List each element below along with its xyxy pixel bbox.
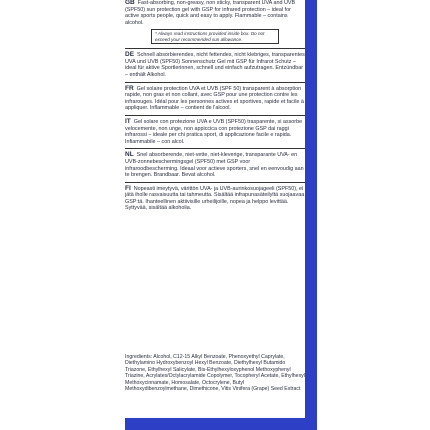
lang-code-gb: GB [125,0,135,6]
text-it: Gel solare con protezione UVA e UVB (SPF50) trasparente, si assorbe velocemente, non unge, non appiccica con protezione GSP dai raggi infrarossi – ideale per chi pratica sport, di applicazione facile e rapida. Infiammabile – con alcol. [125,118,303,145]
blue-band-bottom [125,418,305,430]
text-gb: Fast-absorbing, non-greasy, non sticky, transparent UVA and UVB (SPF50) sun protection gel with GSP for infrared protection – ideal for active sports people, quick and easy to apply. Flammable – contains alcohol. [125,0,296,26]
lang-code-de: DE [125,51,135,59]
warning-box: * Always read instructions provided inside box. Do not exceed your recommended sun allowance. [151,29,279,44]
text-block-fi [125,186,305,212]
text-nl: Snel absorberende, niet-vette, niet-kleverige, transparante UVA- en UVB-zonnebeschermingsgel (SPF50) met GSP voor infraroodbescherming. Ideaal voor actieve sporters, snel en eenvoudig aan te brengen. Brandbaar. Bevat alcohol. [125,152,304,179]
text-fr: Gel solaire protection UVA et UVB (SPF 50) transparent à absorption rapide, non gras et non collant, avec GSP pour une protection contre les infrarouges. Idéal pour les personnes actives et sportives, rapide et facile à appliquer. Inflammable – contient de l'alcool. [125,85,304,112]
sunscreen-label-panel [125,0,305,430]
lang-code-nl: NL [125,151,134,159]
divider [125,48,305,49]
lang-code-fr: FR [125,84,134,92]
divider [125,115,305,116]
divider [125,182,305,183]
divider [125,82,305,83]
lang-code-it: IT [125,117,131,125]
divider [125,148,305,149]
text-fi: Nopeasti imeytyvä, värittön UVA- ja UVB-aurinkosuojageeli (SPF50), ei jätä iholle rasvaisuutta tai tahmeutta. Sisältää infrapunasäteilyltä suojaavaa GSP:tä. Ihanteellinen aktiivisille urheilijoille, nopea ja helppo levittää. Syttyvää, sisältää alkoholia. [125,185,305,212]
text-block-it [125,119,305,145]
blue-side-stripe [305,0,317,430]
text-block-fr [125,86,305,112]
text-de: Schnell absorbierendes, nicht fettendes, nicht klebriges, transparentes UVA und UVB (SPF50) Sonnenschutz Gel mit GSP für Infrarot Schutz – ideal für aktive Sportlerinnen, schnell und einfach aufzutragen. Entzündbar – enthält Alkohol. [125,52,305,78]
ingredients-list: Ingredients: Alcohol, C12-15 Alkyl Benzoate, Phenoxyethyl Caprylate, Diethylamino Hydroxybenzoyl Hexyl Benzoate, Diethylhexyl Butamido Triazone, Ethylhexyl Salicylate, Bis-Ethylhexyloxyphenol Methoxyphenyl Triazine, Acrylates/Octylacrylamide Copolymer, Tocopheryl Acetate, Ethylhexyl Methoxycinnamate, Homosalate, Octocrylene, Butyl Methoxydibenzoylmethane, Dimethicone, Vitis Vinifera (Grape) Seed Extract [125,354,305,393]
lang-code-fi: FI [125,184,131,192]
text-block-nl [125,152,305,178]
text-block-de [125,52,305,78]
text-block-gb [125,0,305,26]
